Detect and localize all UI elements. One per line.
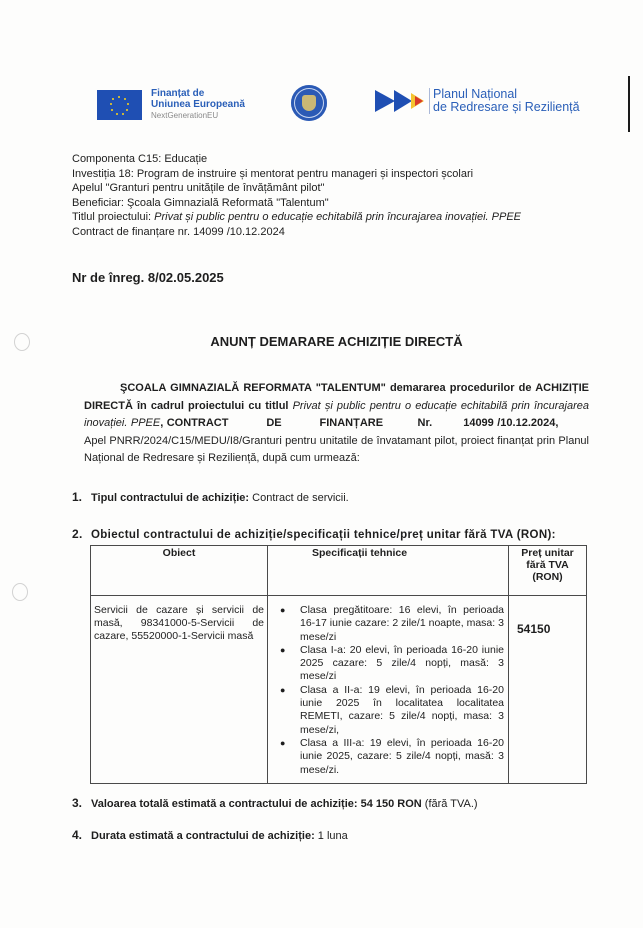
item-value: (fără TVA.) <box>421 798 478 810</box>
romanian-government-seal-icon <box>291 85 327 121</box>
titlul-line <box>72 210 521 225</box>
spec-text: Clasa a III-a: 19 elevi, în perioada 16-20 iunie 2025, cazare: 5 zile/4 nopți, masă: 3 mese/zi. <box>300 736 504 776</box>
item-label: Obiectul contractului de achiziție/specificații tehnice/preț unitar fără TVA (RON): <box>91 529 556 541</box>
contract-number: 14099 /10.12.2024, <box>463 417 559 429</box>
apelul-line: Apelul "Granturi pentru unitățile de învățământ pilot" <box>72 182 325 194</box>
item-number: 2. <box>72 527 83 541</box>
item-label: Durata estimată a contractului de achiziție: <box>91 830 315 842</box>
pnrr-arrows-icon <box>375 90 427 112</box>
pnrr-divider <box>429 88 430 114</box>
spec-text: Clasa pregătitoare: 16 elevi, în perioada 16-17 iunie cazare: 2 zile/1 noapte, masa: 3 mese/zi <box>300 604 504 643</box>
eu-logo-line2: Uniunea Europeană <box>151 99 245 110</box>
item-number: 1. <box>72 490 83 504</box>
componenta-line: Componenta C15: Educație <box>72 153 208 165</box>
header-pret: Preț unitar fără TVA (RON) <box>509 546 587 596</box>
paragraph-comma: , <box>160 417 164 429</box>
word-nr: Nr. <box>417 417 433 429</box>
punch-hole-mark <box>12 583 28 601</box>
item-value: 1 luna <box>314 830 348 842</box>
bullet-icon: ● <box>280 644 286 655</box>
titlul-value: Privat și public pentru o educație echitabilă prin încurajarea inovației. PPEE <box>154 211 521 223</box>
spec-item <box>272 684 504 737</box>
eu-logo-line3: NextGenerationEU <box>151 111 219 120</box>
item-label: Tipul contractului de achiziție: <box>91 492 250 504</box>
page-title: ANUNȚ DEMARARE ACHIZIȚIE DIRECTĂ <box>210 334 463 349</box>
spec-text: Clasa a II-a: 19 elevi, în perioada 16-20 iunie 2025 în localitatea localitatea REMETI, cazare: 5 zile/4 nopți, masa: 3 mese/zi, <box>300 683 504 736</box>
contract-line: Contract de finanțare nr. 14099 /10.12.2024 <box>72 225 285 238</box>
cell-specificatii <box>268 596 509 784</box>
cell-obiect: Servicii de cazare și servicii de masă, 98341000-5-Servicii de cazare, 55520000-1-Servicii masă <box>91 596 268 784</box>
bullet-icon: ● <box>280 605 286 615</box>
bullet-icon: ● <box>280 684 286 695</box>
pnrr-logo <box>375 88 580 114</box>
spec-item <box>272 737 504 777</box>
eu-flag-icon <box>97 90 142 120</box>
item-4 <box>72 828 348 842</box>
header-obiect: Obiect <box>91 546 268 596</box>
paragraph-project-title: Privat și public pentru o educație echitabilă prin încurajarea inovației. PPEE <box>84 399 589 429</box>
punch-hole-mark <box>14 333 30 351</box>
spec-item <box>272 644 504 684</box>
announcement-paragraph <box>84 380 589 468</box>
spec-text: Clasa I-a: 20 elevi, în perioada 16-20 iunie 2025 cazare: 5 zile/4 nopți, masă: 3 mese/zi <box>300 643 504 683</box>
item-number: 4. <box>72 828 83 842</box>
word-de: DE <box>266 417 282 429</box>
eu-logo-line1: Finanțat de <box>151 88 205 99</box>
table-header-row <box>91 546 587 596</box>
pnrr-logo-line1: Planul Național <box>433 87 518 101</box>
procurement-table <box>90 545 587 784</box>
registration-number: Nr de înreg. 8/02.05.2025 <box>72 270 224 285</box>
bullet-icon: ● <box>280 737 286 748</box>
item-1 <box>72 490 349 504</box>
eu-funding-logo <box>97 88 245 121</box>
table-row <box>91 596 587 784</box>
item-number: 3. <box>72 796 83 810</box>
word-finantare: FINANȚARE <box>319 417 384 429</box>
cell-pret: 54150 <box>509 596 587 784</box>
item-value: Contract de servicii. <box>249 492 349 504</box>
item-label: Valoarea totală estimată a contractului de achiziție: 54 150 RON <box>91 798 422 810</box>
investitia-line: Investiția 18: Program de instruire și mentorat pentru manageri și inspectori școlari <box>72 167 474 180</box>
beneficiar-line: Beneficiar: Şcoala Gimnazială Reformată "Talentum" <box>72 196 329 209</box>
item-2 <box>72 527 556 541</box>
word-apel: Apel <box>84 434 107 447</box>
header-edge-bar <box>628 76 630 132</box>
item-3 <box>72 796 478 810</box>
project-info <box>72 152 521 239</box>
word-contract: CONTRACT <box>166 417 229 429</box>
header-specificatii: Specificații tehnice <box>268 546 509 596</box>
paragraph-rest: PNRR/2024/C15/MEDU/I8/Granturi pentru unitatile de învatamant pilot, proiect finanțat prin Planul Național de Redresare și Reziliență, după cum urmează: <box>84 434 589 464</box>
titlul-label: Titlul proiectului: <box>72 211 155 223</box>
spec-item <box>272 604 504 644</box>
pnrr-logo-line2: de Redresare și Reziliență <box>433 100 580 114</box>
paragraph-bold-lead: ŞCOALA GIMNAZIALĂ REFORMATA "TALENTUM" demararea procedurilor de ACHIZIȚIE DIRECTĂ în cadrul proiectului cu titlul <box>84 382 589 412</box>
